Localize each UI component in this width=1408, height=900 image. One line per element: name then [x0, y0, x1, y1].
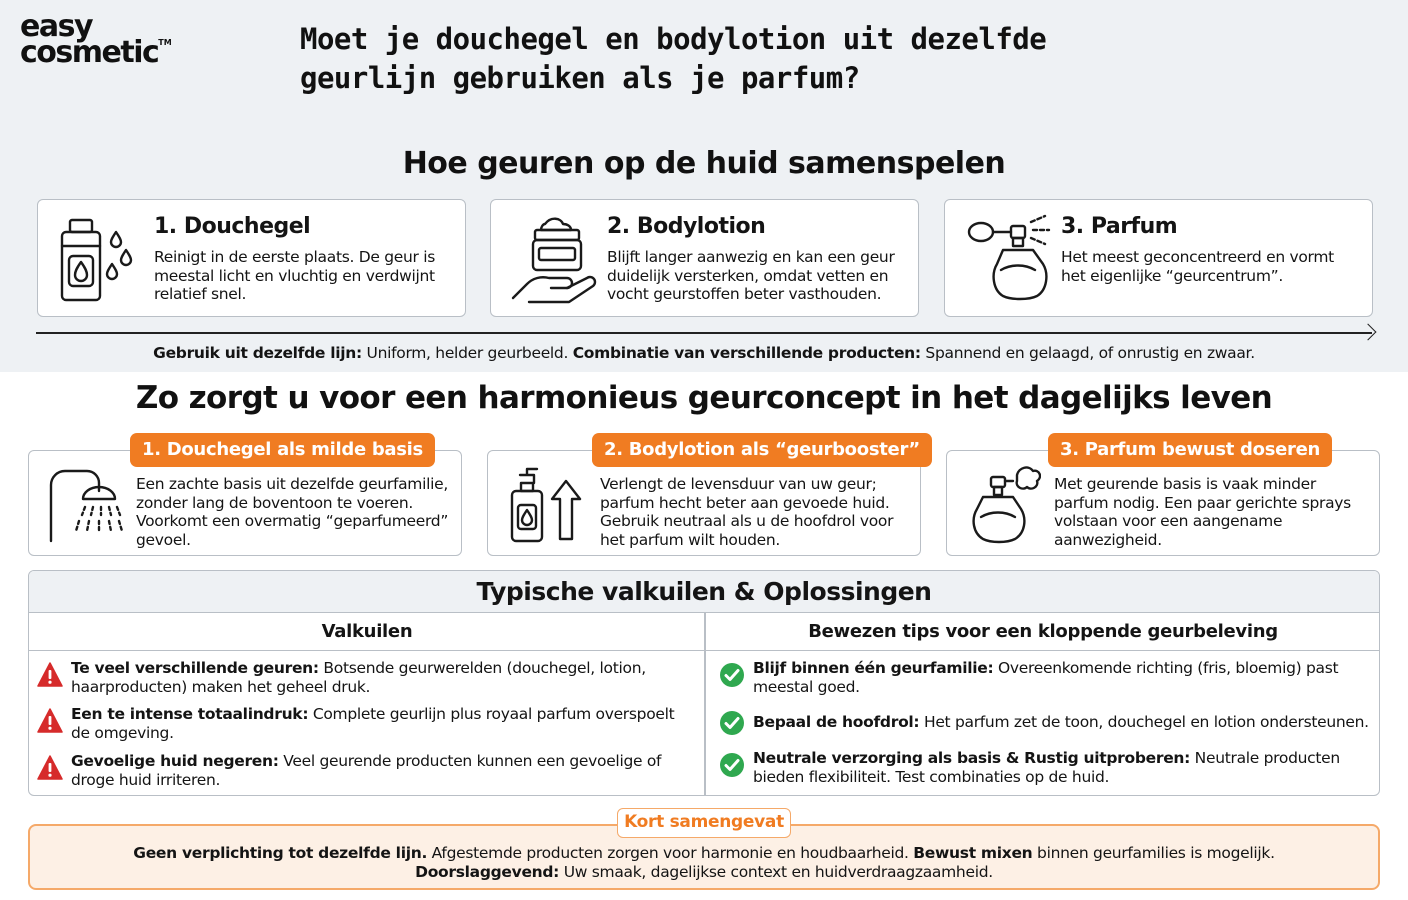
summary-bold-2: Bewust mixen — [913, 844, 1033, 862]
warning-icon — [37, 708, 63, 734]
tip-text: Neutrale producten bieden flexibiliteit. Test combinaties op de huid. — [753, 749, 1340, 786]
summary-tag: Kort samengevat — [617, 808, 791, 838]
tip-tag-shower-gel: 1. Douchegel als milde basis — [130, 433, 435, 467]
tip-text: Overeenkomende richting (fris, bloemig) past meestal goed. — [753, 659, 1339, 696]
caption-label-same-line: Gebruik uit dezelfde lijn: — [153, 344, 362, 362]
tip-label: Neutrale verzorging als basis & Rustig uitproberen: — [753, 749, 1191, 767]
card-body-lotion — [490, 199, 919, 317]
body-lotion-jar-icon — [507, 212, 607, 304]
pitfalls-table — [28, 570, 1380, 796]
tips-column-header: Bewezen tips voor een kloppende geurbeleving — [705, 613, 1380, 651]
summary-text-2: binnen geurfamilies is mogelijk. — [1032, 844, 1275, 862]
pitfall-text: Complete geurlijn plus royaal parfum overspoelt de omgeving. — [71, 705, 675, 742]
card-text: Het meest geconcentreerd en vormt het eigenlijke “geurcentrum”. — [1061, 248, 1334, 285]
card-text: Reinigt in de eerste plaats. De geur is meestal licht en vluchtig en verdwijnt relatief snel. — [154, 248, 436, 303]
tip-text: Met geurende basis is vaak minder parfum nodig. Een paar gerichte sprays volstaan voor een aangename aanwezigheid. — [1054, 475, 1351, 549]
page-title: Moet je douchegel en bodylotion uit dezelfde geurlijn gebruiken als je parfum? — [300, 22, 1047, 95]
shower-head-icon — [43, 461, 123, 545]
section-title-harmony: Zo zorgt u voor een harmonieus geurconcept in het dagelijks leven — [135, 380, 1273, 416]
summary-text-1: Afgestemde producten zorgen voor harmonie en houdbaarheid. — [427, 844, 914, 862]
brand-logo — [20, 9, 180, 70]
perfume-atomizer-icon — [961, 212, 1061, 304]
tip-tag-perfume: 3. Parfum bewust doseren — [1048, 433, 1332, 467]
card-title: 3. Parfum — [1061, 214, 1178, 239]
column-divider — [704, 613, 706, 796]
check-circle-icon — [719, 752, 745, 778]
check-circle-icon — [719, 710, 745, 736]
tip-tag-body-lotion: 2. Bodylotion als “geurbooster” — [592, 433, 932, 467]
pitfalls-title: Typische valkuilen & Oplossingen — [29, 571, 1379, 613]
caption-label-combination: Combinatie van verschillende producten: — [572, 344, 921, 362]
lotion-pump-arrow-up-icon — [502, 461, 582, 545]
tip-text: Een zachte basis uit dezelfde geurfamilie, zonder lang de boventoon te voeren. Voorkomt een overmatig “geparfumeerd” gevoel. — [136, 475, 449, 549]
trademark: TM — [158, 37, 172, 47]
tip-text: Het parfum zet de toon, douchegel en lotion ondersteunen. — [919, 713, 1369, 731]
caption-text-combination: Spannend en gelaagd, of onrustig en zwaar. — [920, 344, 1255, 362]
caption-text-same-line: Uniform, helder geurbeeld. — [361, 344, 573, 362]
section-title-interplay: Hoe geuren op de huid samenspelen — [402, 146, 1006, 181]
brand-line-2: cosmetic™ — [20, 34, 172, 70]
summary-text-3: Uw smaak, dagelijkse context en huidverdraagzaamheid. — [559, 863, 993, 881]
card-title: 1. Douchegel — [154, 214, 311, 239]
perfume-spray-icon — [961, 461, 1041, 545]
card-text: Blijft langer aanwezig en kan een geur duidelijk versterken, omdat vetten en vocht geurstoffen beter vasthouden. — [607, 248, 895, 303]
card-perfume — [944, 199, 1373, 317]
check-circle-icon — [719, 662, 745, 688]
pitfall-label: Gevoelige huid negeren: — [71, 752, 279, 770]
summary-bold-3: Doorslaggevend: — [415, 863, 560, 881]
pitfall-text: Botsende geurwerelden (douchegel, lotion, haarproducten) maken het geheel druk. — [71, 659, 646, 696]
tip-label: Bepaal de hoofdrol: — [753, 713, 920, 731]
progression-arrow-line — [36, 332, 1372, 334]
tip-label: Blijf binnen één geurfamilie: — [753, 659, 994, 677]
pitfall-label: Te veel verschillende geuren: — [71, 659, 319, 677]
summary-text — [30, 844, 1378, 882]
pitfall-label: Een te intense totaalindruk: — [71, 705, 309, 723]
tip-text: Verlengt de levensduur van uw geur; parfum hecht beter aan gevoede huid. Gebruik neutraal als u de hoofdrol voor het parfum wilt houden. — [600, 475, 894, 549]
warning-icon — [37, 755, 63, 781]
summary-bold-1: Geen verplichting tot dezelfde lijn. — [133, 844, 428, 862]
brand-line-1: easy — [20, 9, 93, 44]
pitfalls-column-header: Valkuilen — [29, 613, 705, 651]
pitfall-text: Veel geurende producten kunnen een gevoelige of droge huid irriteren. — [71, 752, 662, 789]
shower-gel-bottle-icon — [54, 212, 154, 304]
arrow-caption — [0, 344, 1408, 362]
warning-icon — [37, 662, 63, 688]
card-shower-gel — [37, 199, 466, 317]
card-title: 2. Bodylotion — [607, 214, 766, 239]
